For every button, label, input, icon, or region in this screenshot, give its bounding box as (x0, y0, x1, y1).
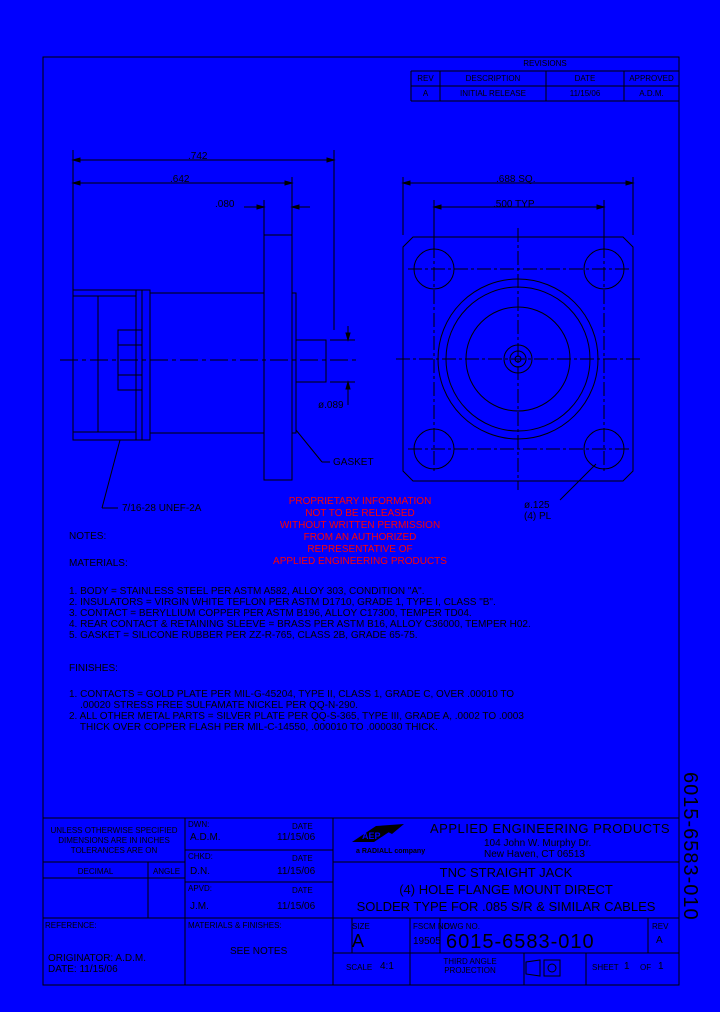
finishes-list (69, 689, 524, 733)
originator: ORIGINATOR: A.D.M. (48, 953, 146, 964)
angle-header: ANGLE (152, 867, 181, 876)
dim-642: .642 (170, 174, 190, 185)
dwg-number: 6015-6583-010 (446, 931, 595, 953)
proprietary-line: REPRESENTATIVE OF (307, 544, 413, 555)
reference-label: REFERENCE: (45, 921, 97, 930)
rev-label: REV (652, 922, 669, 931)
dwg-label: DWG NO. (444, 922, 480, 931)
revisions-title: REVISIONS (523, 59, 567, 68)
dim-125-count: (4) PL (524, 511, 552, 522)
sheet-number: 1 (624, 961, 630, 972)
drawing-title-2: (4) HOLE FLANGE MOUNT DIRECT (399, 882, 613, 897)
tolerance-line: TOLERANCES ARE ON (70, 846, 158, 855)
scale-label: SCALE (346, 963, 373, 972)
size-value: A (352, 931, 365, 951)
tolerance-line: DIMENSIONS ARE IN INCHES (58, 836, 170, 845)
dim-125: ø.125 (524, 500, 550, 511)
proprietary-notice (250, 496, 470, 568)
materials-finishes-label: MATERIALS & FINISHES: (188, 921, 282, 930)
chkd-date-label: DATE (292, 854, 313, 863)
dim-688: .688 SQ. (496, 174, 536, 185)
front-view (396, 177, 640, 500)
sheet-label: SHEET (592, 963, 619, 972)
projection-line: THIRD ANGLE (443, 957, 497, 966)
dim-500: .500 TYP (493, 199, 535, 210)
size-label: SIZE (352, 922, 370, 931)
apvd-date: 11/15/06 (277, 901, 316, 912)
originator-date: DATE: 11/15/06 (48, 964, 118, 975)
of-label: OF (640, 963, 652, 972)
rev-row-date: 11/15/06 (569, 89, 601, 98)
finish-item: 2. ALL OTHER METAL PARTS = SILVER PLATE PER QQ-S-365, TYPE III, GRADE A, .0002 TO .0003 (69, 711, 524, 722)
company-logo (348, 822, 426, 858)
rev-row-rev: A (422, 89, 429, 98)
logo-subtitle: a RADIALL company (356, 848, 426, 855)
rev-row-description: INITIAL RELEASE (460, 89, 526, 98)
materials-list (69, 586, 531, 641)
dwn-date: 11/15/06 (277, 832, 316, 843)
proprietary-line: WITHOUT WRITTEN PERMISSION (279, 520, 441, 531)
thread-label: 7/16-28 UNEF-2A (122, 503, 202, 514)
finish-item: .00020 STRESS FREE SULFAMATE NICKEL PER QQ-N-290. (69, 700, 358, 711)
rev-value: A (656, 935, 663, 946)
projection-line: PROJECTION (444, 966, 496, 975)
proprietary-line: FROM AN AUTHORIZED (303, 532, 417, 543)
company-address-1: 104 John W. Murphy Dr. (484, 838, 592, 849)
rev-header-approved: APPROVED (629, 74, 674, 83)
tolerance-line: UNLESS OTHERWISE SPECIFIED (50, 826, 178, 835)
dwn-name: A.D.M. (190, 832, 221, 843)
sheet-total: 1 (658, 961, 664, 972)
proprietary-line: PROPRIETARY INFORMATION (288, 496, 432, 507)
chkd-label: CHKD: (188, 852, 213, 861)
side-view (60, 150, 360, 508)
drawing-title-3: SOLDER TYPE FOR .085 S/R & SIMILAR CABLES (356, 899, 656, 914)
chkd-date: 11/15/06 (277, 866, 316, 877)
proprietary-line: APPLIED ENGINEERING PRODUCTS (273, 556, 447, 567)
rev-header-date: DATE (574, 74, 596, 83)
material-item: 3. CONTACT = BERYLLIUM COPPER PER ASTM B196, ALLOY C17300, TEMPER TD04. (69, 608, 472, 619)
fscm-value: 19505 (413, 936, 441, 947)
projection-symbol (526, 960, 560, 976)
apvd-date-label: DATE (292, 886, 313, 895)
scale-value: 4:1 (380, 961, 394, 972)
company-address-2: New Haven, CT 06513 (484, 849, 585, 860)
see-notes: SEE NOTES (230, 946, 288, 957)
dim-089: ø.089 (318, 400, 344, 411)
material-item: 2. INSULATORS = VIRGIN WHITE TEFLON PER ASTM D1710, GRADE 1, TYPE I, CLASS "B". (69, 597, 496, 608)
dim-742: .742 (188, 151, 208, 162)
rev-header-description: DESCRIPTION (465, 74, 521, 83)
materials-label: MATERIALS: (69, 558, 128, 569)
gasket-label: GASKET (333, 457, 374, 468)
side-drawing-number: 6015-6583-010 (679, 772, 701, 921)
material-item: 4. REAR CONTACT & RETAINING SLEEVE = BRASS PER ASTM B16, ALLOY C36000, TEMPER H02. (69, 619, 531, 630)
dwn-date-label: DATE (292, 822, 313, 831)
material-item: 5. GASKET = SILICONE RUBBER PER ZZ-R-765, CLASS 2B, GRADE 65-75. (69, 630, 418, 641)
logo-text: AEP (362, 831, 381, 841)
finishes-label: FINISHES: (69, 663, 118, 674)
decimal-header: DECIMAL (77, 867, 114, 876)
dim-080: .080 (215, 199, 235, 210)
proprietary-line: NOT TO BE RELEASED (305, 508, 415, 519)
finish-item: THICK OVER COPPER FLASH PER MIL-C-14550, .000010 TO .000030 THICK. (69, 722, 438, 733)
company-name: APPLIED ENGINEERING PRODUCTS (430, 821, 671, 836)
chkd-name: D.N. (190, 866, 210, 877)
apvd-name: J.M. (190, 901, 209, 912)
material-item: 1. BODY = STAINLESS STEEL PER ASTM A582, ALLOY 303, CONDITION "A". (69, 586, 425, 597)
finish-item: 1. CONTACTS = GOLD PLATE PER MIL-G-45204, TYPE II, CLASS 1, GRADE C, OVER .00010 TO (69, 689, 515, 700)
fscm-label: FSCM NO. (413, 922, 453, 931)
rev-header-rev: REV (417, 74, 434, 83)
notes-label: NOTES: (69, 531, 107, 542)
drawing-title-1: TNC STRAIGHT JACK (439, 865, 573, 880)
rev-row-approved: A.D.M. (639, 89, 664, 98)
apvd-label: APVD: (188, 884, 213, 893)
dwn-label: DWN: (188, 820, 210, 829)
